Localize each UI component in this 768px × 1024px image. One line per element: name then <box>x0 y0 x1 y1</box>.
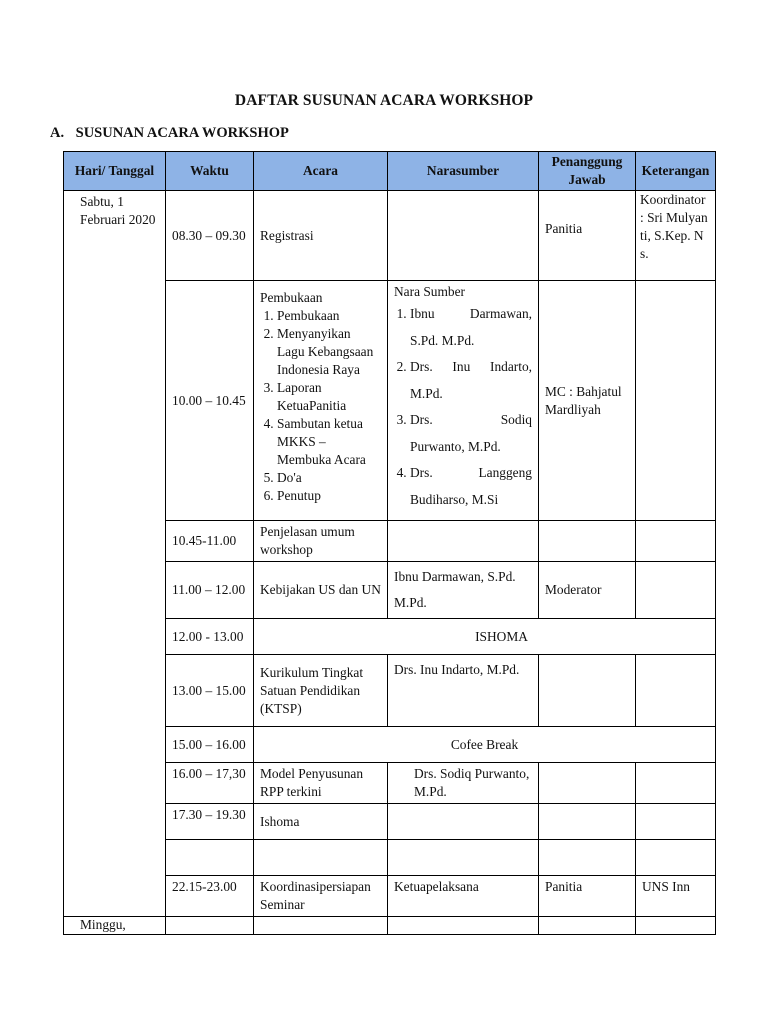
table-header-row <box>64 152 716 191</box>
narasumber-cell <box>388 840 539 876</box>
list-item: 1. Pembukaan <box>277 307 381 325</box>
keterangan-cell <box>636 917 716 935</box>
keterangan-cell <box>636 840 716 876</box>
pj-cell: Moderator <box>539 562 636 619</box>
narasumber-name: 3. Drs. Sodiq <box>410 412 532 427</box>
acara-cell <box>254 281 388 521</box>
section-label: SUSUNAN ACARA WORKSHOP <box>75 125 289 141</box>
list-item: 2. Menyanyikan Lagu Kebangsaan Indonesia Raya <box>277 325 381 379</box>
merged-break-cell: ISHOMA <box>254 619 716 655</box>
section-heading <box>50 125 289 142</box>
acara-cell: Penjelasan umum workshop <box>254 521 388 562</box>
narasumber-degree: M.Pd. <box>410 385 443 401</box>
list-item: 3. Laporan KetuaPanitia <box>277 379 381 415</box>
list-item <box>410 301 532 354</box>
list-item: 4. Sambutan ketua MKKS – Membuka Acara <box>277 415 381 469</box>
narasumber-list <box>394 301 532 513</box>
keterangan-cell <box>636 655 716 727</box>
pj-cell: Panitia <box>539 876 636 917</box>
pj-cell <box>539 521 636 562</box>
acara-cell: Registrasi <box>254 191 388 281</box>
pj-cell: MC : Bahjatul Mardliyah <box>539 281 636 521</box>
header-acara: Acara <box>254 152 388 191</box>
table-row <box>64 917 716 935</box>
narasumber-name: 2. Drs. Inu Indarto, <box>410 359 532 374</box>
acara-cell <box>254 917 388 935</box>
narasumber-title: Nara Sumber <box>394 284 466 299</box>
narasumber-name: 1. Ibnu Darmawan, <box>410 306 532 321</box>
day-cell: Minggu, <box>64 917 166 935</box>
acara-cell: Kurikulum Tingkat Satuan Pendidikan (KTSP) <box>254 655 388 727</box>
waktu-cell: 11.00 – 12.00 <box>166 562 254 619</box>
header-penanggung-jawab: Penanggung Jawab <box>539 152 636 191</box>
list-item: 5. Do'a <box>277 469 381 487</box>
waktu-cell: 16.00 – 17,30 <box>166 763 254 804</box>
waktu-cell: 13.00 – 15.00 <box>166 655 254 727</box>
header-hari: Hari/ Tanggal <box>64 152 166 191</box>
acara-cell: Ishoma <box>254 804 388 840</box>
narasumber-cell: Drs. Inu Indarto, M.Pd. <box>388 655 539 727</box>
pj-cell: Panitia <box>539 191 636 281</box>
narasumber-degree: S.Pd. M.Pd. <box>410 332 475 348</box>
waktu-cell <box>166 840 254 876</box>
waktu-cell: 15.00 – 16.00 <box>166 727 254 763</box>
waktu-cell: 12.00 - 13.00 <box>166 619 254 655</box>
merged-break-cell: Cofee Break <box>254 727 716 763</box>
pj-cell <box>539 840 636 876</box>
pj-cell <box>539 917 636 935</box>
narasumber-degree: Purwanto, M.Pd. <box>410 438 501 454</box>
narasumber-cell <box>388 917 539 935</box>
keterangan-cell <box>636 763 716 804</box>
keterangan-cell <box>636 281 716 521</box>
waktu-cell: 10.00 – 10.45 <box>166 281 254 521</box>
header-keterangan: Keterangan <box>636 152 716 191</box>
narasumber-cell <box>388 191 539 281</box>
header-narasumber: Narasumber <box>388 152 539 191</box>
acara-title: Pembukaan <box>260 290 323 305</box>
keterangan-cell <box>636 562 716 619</box>
waktu-cell: 22.15-23.00 <box>166 876 254 917</box>
acara-cell: Kebijakan US dan UN <box>254 562 388 619</box>
narasumber-cell: Ketuapelaksana <box>388 876 539 917</box>
acara-cell: Koordinasipersiapan Seminar <box>254 876 388 917</box>
acara-cell <box>254 840 388 876</box>
waktu-cell <box>166 917 254 935</box>
list-item <box>410 354 532 407</box>
keterangan-cell <box>636 804 716 840</box>
narasumber-cell <box>388 521 539 562</box>
pj-cell <box>539 763 636 804</box>
narasumber-cell <box>388 804 539 840</box>
waktu-cell: 08.30 – 09.30 <box>166 191 254 281</box>
waktu-cell: 10.45-11.00 <box>166 521 254 562</box>
day-cell: Sabtu, 1 Februari 2020 <box>64 191 166 917</box>
pj-cell <box>539 804 636 840</box>
narasumber-name: 4. Drs. Langgeng <box>410 465 532 480</box>
waktu-cell: 17.30 – 19.30 <box>166 804 254 840</box>
header-waktu: Waktu <box>166 152 254 191</box>
narasumber-cell: Ibnu Darmawan, S.Pd. M.Pd. <box>388 562 539 619</box>
narasumber-cell: Drs. Sodiq Purwanto, M.Pd. <box>388 763 539 804</box>
keterangan-cell: UNS Inn <box>636 876 716 917</box>
list-item: 6. Penutup <box>277 487 381 505</box>
pj-cell <box>539 655 636 727</box>
list-item <box>410 460 532 513</box>
table-row <box>64 191 716 281</box>
keterangan-cell <box>636 521 716 562</box>
keterangan-cell: Koordinator : Sri Mulyanti, S.Kep. Ns. <box>636 191 716 281</box>
schedule-table <box>63 151 716 935</box>
narasumber-cell <box>388 281 539 521</box>
document-title: DAFTAR SUSUNAN ACARA WORKSHOP <box>234 92 534 109</box>
narasumber-degree: Budiharso, M.Si <box>410 491 499 507</box>
acara-list <box>260 307 381 505</box>
acara-cell: Model Penyusunan RPP terkini <box>254 763 388 804</box>
list-item <box>410 407 532 460</box>
section-number: A. <box>50 125 65 141</box>
